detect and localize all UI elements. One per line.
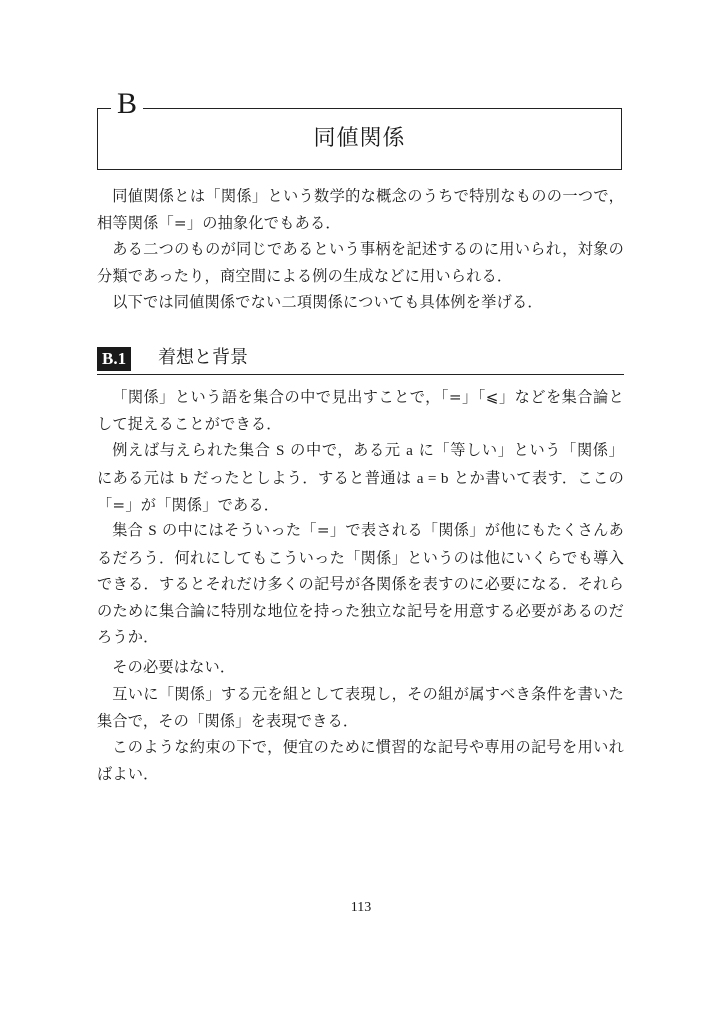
text-span: 例えば与えられた集合 [112, 441, 277, 459]
text-span: とか書いて表す．ここの「=」が「関係」である． [97, 468, 625, 514]
math-var-b: b [180, 469, 188, 487]
body-paragraph-3 [97, 517, 624, 651]
body-paragraph-2 [97, 437, 624, 519]
text-span: だったとしよう．すると普通は [188, 468, 417, 487]
appendix-title: 同値関係 [313, 126, 406, 151]
body-paragraph-4: その必要はない． [112, 658, 236, 676]
body-paragraph-6: このような約束の下で，便宜のために慣習的な記号や専用の記号を用いればよい． [97, 738, 624, 783]
page-number: 113 [350, 900, 372, 915]
body-paragraph-5: 互いに「関係」する元を組として表現し，その組が属すべき条件を書いた集合で，その「関係」を表現できる． [97, 685, 624, 730]
text-span: に「等しい」という「関係」にある元は [97, 441, 625, 487]
body-paragraph-1: 「関係」という語を集合の中で見出すことで，「=」「⩽」などを集合論として捉えることができる． [97, 388, 624, 433]
math-set-s: S [276, 442, 285, 459]
text-span: の中にはそういった「=」で表される「関係」が他にもたくさんあるだろう．何れにしてもこういった「関係」というのは他にいくらでも導入できる．するとそれだけ多くの記号が各関係を表すのに必要になる．それらのために集合論に特別な地位を持った独立な記号を用意する必要があるのだろうか． [97, 521, 624, 646]
text-span: の中で，ある元 [284, 441, 407, 459]
appendix-letter: B [111, 86, 143, 122]
intro-paragraph-2: ある二つのものが同じであるという事柄を記述するのに用いられ，対象の分類であったり，商空間による例の生成などに用いられる． [97, 240, 624, 285]
intro-paragraph-3: 以下では同値関係でない二項関係についても具体例を挙げる． [112, 293, 543, 311]
math-equation: a = b [416, 469, 449, 487]
intro-paragraph-1: 同値関係とは「関係」という数学的な概念のうちで特別なものの一つで，相等関係「=」の抽象化でもある． [97, 187, 624, 232]
text-span: 集合 [112, 521, 149, 539]
math-set-s: S [148, 522, 157, 539]
section-divider [97, 374, 624, 375]
section-title: 着想と背景 [158, 347, 248, 368]
section-number-badge: B.1 [97, 347, 131, 371]
math-var-a: a [406, 442, 414, 459]
